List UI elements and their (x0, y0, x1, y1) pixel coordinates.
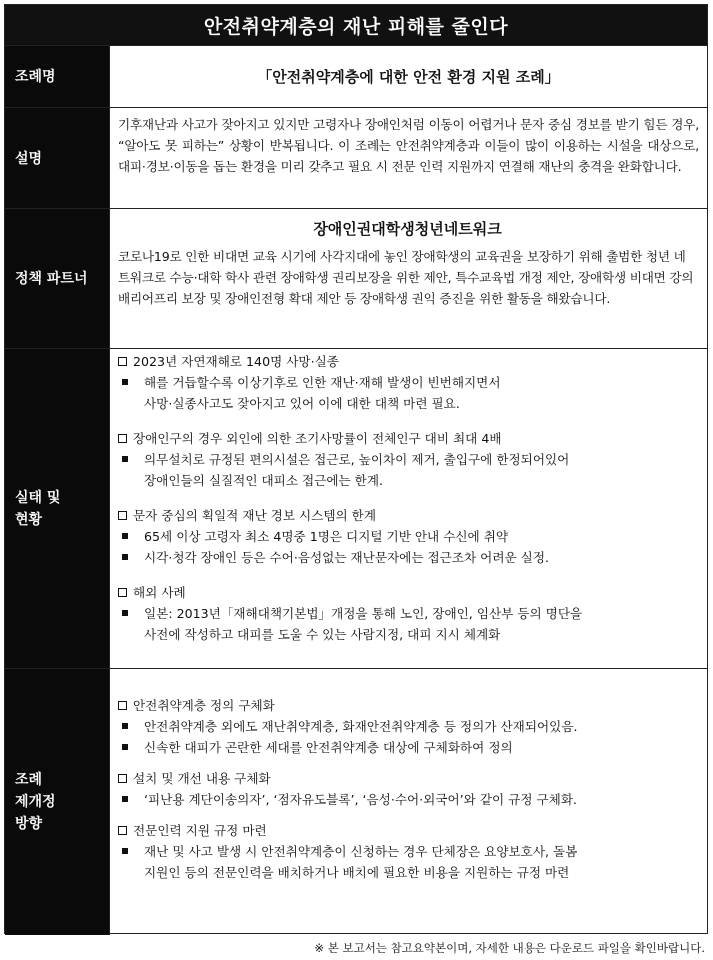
bullet-square-icon (122, 796, 128, 802)
bullet-item (118, 789, 699, 810)
partner-name: 장애인권대학생청년네트워크 (313, 220, 502, 238)
section-heading-text: 안전취약계층 정의 구체화 (133, 698, 275, 713)
checkbox-icon (118, 588, 127, 597)
section (118, 695, 699, 758)
partner-description: 코로나19로 인한 비대면 교육 시기에 사각지대에 놓인 장애학생의 교육권을 보장하기 위해 출범한 청년 네트워크로 수능·대학 학사 관련 장애학생 권리보장을 위한 제안, 특수교육법 개정 제안, 장애학생 비대면 강의 배리어프리 보장 및 장애인전형 확대 제안 등 장애학생 권익 증진을 위한 활동을 해왔습니다. (118, 249, 694, 306)
bullet-text: 65세 이상 고령자 최소 4명중 1명은 디지털 기반 안내 수신에 취약 (144, 529, 509, 544)
section-heading-text: 장애인구의 경우 외인에 의한 조기사망률이 전체인구 대비 최대 4배 (133, 431, 502, 446)
bullet-continuation (118, 470, 699, 491)
checkbox-icon (118, 357, 127, 366)
section (118, 820, 699, 883)
bullet-text: 지원인 등의 전문인력을 배치하거나 배치에 필요한 비용을 지원하는 규정 마련 (144, 865, 570, 880)
bullet-text: 사전에 작성하고 대피를 도울 수 있는 사람지정, 대피 지시 체계화 (144, 627, 501, 642)
bullet-square-icon (122, 533, 128, 539)
bullet-item (118, 603, 699, 624)
page-title: 안전취약계층의 재난 피해를 줄인다 (5, 5, 707, 45)
bullet-square-icon (122, 744, 128, 750)
partner-row (5, 208, 707, 349)
section (118, 351, 699, 414)
section-heading (118, 768, 699, 789)
bullet-text: 시각·청각 장애인 등은 수어·음성없는 재난문자에는 접근조차 어려운 실정. (144, 550, 549, 565)
bullet-text: ‘피난용 계단이송의자’, ‘점자유도블록’, ‘음성·수어·외국어’와 같이 규정 구체화. (144, 792, 578, 807)
bullet-text: 의무설치로 규정된 편의시설은 접근로, 높이차이 제거, 출입구에 한정되어있어 (144, 452, 570, 467)
ordinance-name: 「안전취약계층에 대한 안전 환경 지원 조례」 (257, 67, 560, 86)
partner-label: 정책 파트너 (5, 209, 109, 349)
bullet-square-icon (122, 554, 128, 560)
ordinance-label: 조례명 (5, 46, 109, 108)
bullet-text: 해를 거듭할수록 이상기후로 인한 재난·재해 발생이 빈번해지면서 (144, 375, 501, 390)
status-sections (110, 351, 707, 645)
section (118, 582, 699, 645)
bullet-square-icon (122, 848, 128, 854)
section (118, 768, 699, 810)
bullet-item (118, 449, 699, 470)
bullet-square-icon (122, 610, 128, 616)
section-heading (118, 695, 699, 716)
direction-label: 조례 제개정 방향 (5, 669, 109, 935)
bullet-square-icon (122, 456, 128, 462)
section-heading (118, 582, 699, 603)
bullet-item (118, 716, 699, 737)
checkbox-icon (118, 434, 127, 443)
footnote: ※ 본 보고서는 참고요약본이며, 자세한 내용은 다운로드 파일을 확인바랍니다. (314, 941, 705, 955)
bullet-text: 안전취약계층 외에도 재난취약계층, 화재안전취약계층 등 정의가 산재되어있음. (144, 719, 578, 734)
checkbox-icon (118, 826, 127, 835)
checkbox-icon (118, 774, 127, 783)
status-label: 실태 및 현황 (5, 349, 109, 669)
bullet-item (118, 372, 699, 393)
bullet-continuation (118, 624, 699, 645)
bullet-item (118, 547, 699, 568)
description-label: 설명 (5, 108, 109, 209)
bullet-text: 사망·실종사고도 잦아지고 있어 이에 대한 대책 마련 필요. (144, 396, 460, 411)
section-heading (118, 428, 699, 449)
bullet-item (118, 737, 699, 758)
bullet-square-icon (122, 723, 128, 729)
section-heading-text: 문자 중심의 획일적 재난 경보 시스템의 한계 (133, 508, 376, 523)
bullet-item (118, 841, 699, 862)
section-heading-text: 전문인력 지원 규정 마련 (133, 823, 267, 838)
direction-row (5, 668, 707, 935)
direction-sections (110, 669, 707, 883)
bullet-item (118, 526, 699, 547)
section-heading-text: 해외 사례 (133, 585, 186, 600)
ordinance-row (5, 45, 707, 108)
section-heading (118, 820, 699, 841)
description-row (5, 107, 707, 209)
section (118, 505, 699, 568)
section-heading-text: 2023년 자연재해로 140명 사망·실종 (133, 354, 339, 369)
bullet-text: 신속한 대피가 곤란한 세대를 안전취약계층 대상에 구체화하여 정의 (144, 740, 513, 755)
section-heading (118, 505, 699, 526)
bullet-continuation (118, 862, 699, 883)
status-row (5, 348, 707, 669)
section (118, 428, 699, 491)
bullet-continuation (118, 393, 699, 414)
bullet-text: 재난 및 사고 발생 시 안전취약계층이 신청하는 경우 단체장은 요양보호사, 돌봄 (144, 844, 578, 859)
description-text: 기후재난과 사고가 잦아지고 있지만 고령자나 장애인처럼 이동이 어렵거나 문자 중심 경보를 받기 힘든 경우, “알아도 못 피하는” 상황이 반복됩니다. 이 조례는 안전취약계층과 이들이 많이 이용하는 시설을 대상으로, 대피·경보·이동을 돕는 환경을 미리 갖추고 필요 시 전문 인력 지원까지 연결해 재난의 충격을 완화합니다. (118, 117, 699, 174)
bullet-text: 장애인들의 실질적인 대피소 접근에는 한계. (144, 473, 383, 488)
summary-sheet (4, 4, 708, 934)
section-heading (118, 351, 699, 372)
checkbox-icon (118, 701, 127, 710)
checkbox-icon (118, 511, 127, 520)
bullet-square-icon (122, 379, 128, 385)
bullet-text: 일본: 2013년「재해대책기본법」개정을 통해 노인, 장애인, 임산부 등의 명단을 (144, 606, 583, 621)
section-heading-text: 설치 및 개선 내용 구체화 (133, 771, 271, 786)
